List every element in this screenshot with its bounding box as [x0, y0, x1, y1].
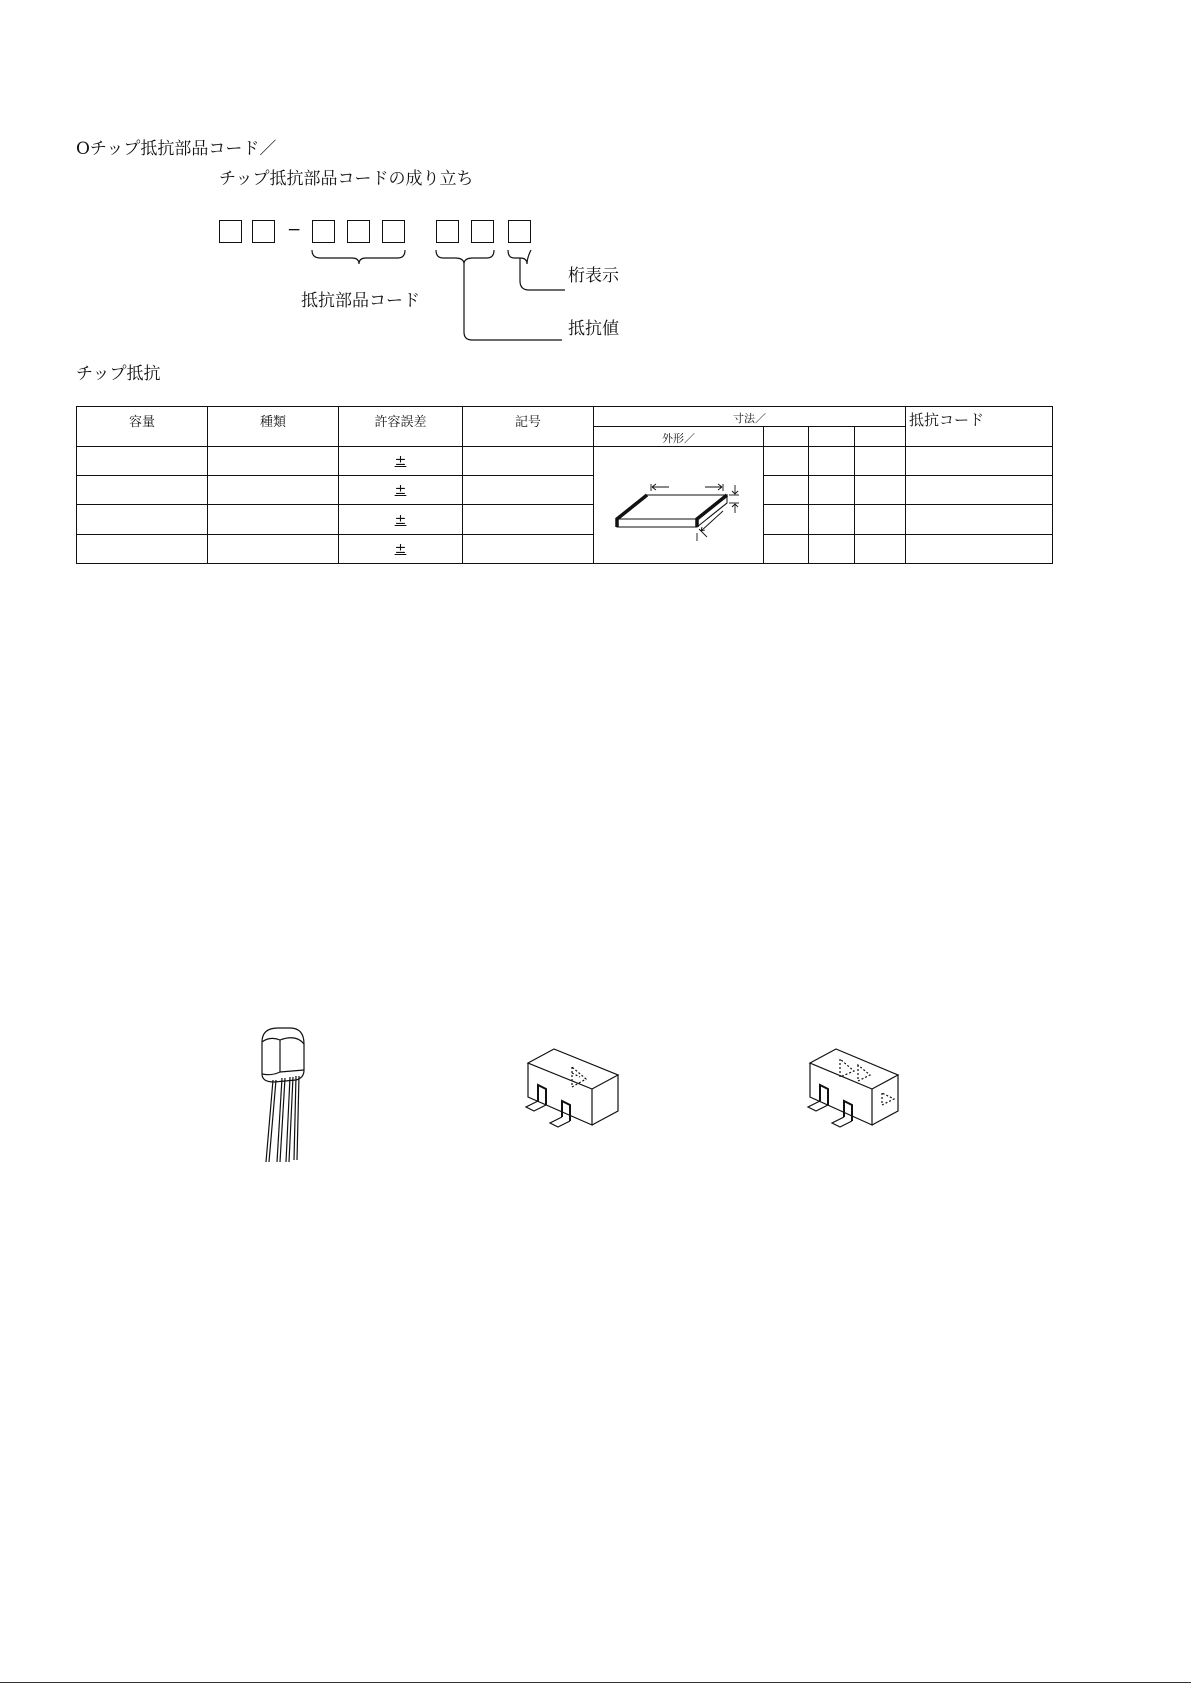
header-outline: 外形／ [594, 427, 764, 447]
table-row [77, 475, 1053, 505]
cell-dim-a [764, 475, 809, 505]
header-resistor-code: 抵抗コード [906, 407, 1053, 447]
resistance-value-label: 抵抗値 [568, 319, 619, 339]
chip-resistor-outline-drawing [595, 447, 763, 559]
cell-tolerance [339, 475, 463, 505]
cell-dim-c [855, 447, 906, 476]
cell-tolerance [339, 535, 463, 564]
cell-type [208, 447, 339, 476]
cell-symbol [463, 535, 594, 564]
chip-resistor-table [76, 406, 1053, 564]
code-brackets-diagram [0, 0, 1191, 360]
sot23-3pin-illustration [520, 1045, 630, 1135]
code-dash: − [287, 220, 302, 240]
cell-capacity [77, 505, 208, 535]
cell-tolerance [339, 447, 463, 476]
cell-capacity [77, 447, 208, 476]
sot23-5pin-illustration [800, 1045, 910, 1135]
cell-tolerance [339, 505, 463, 535]
cell-dim-c [855, 475, 906, 505]
page-bottom-rule [0, 1682, 1191, 1683]
table-row [77, 447, 1053, 476]
header-tolerance: 許容誤差 [339, 407, 463, 447]
cell-type [208, 505, 339, 535]
table-row [77, 535, 1053, 564]
cell-dim-c [855, 505, 906, 535]
cell-resistor-code [906, 447, 1053, 476]
cell-capacity [77, 475, 208, 505]
cell-type [208, 535, 339, 564]
plus-minus-sign: ± [394, 511, 407, 528]
section-subheading: チップ抵抗部品コードの成り立ち [219, 169, 474, 189]
cell-dim-b [809, 535, 855, 564]
part-code-label: 抵抗部品コード [301, 291, 420, 311]
section-heading: Oチップ抵抗部品コード／ [76, 139, 277, 159]
table-row [77, 505, 1053, 535]
header-dim-a [764, 427, 809, 447]
chip-outline-cell [594, 447, 764, 564]
cell-dim-b [809, 475, 855, 505]
cell-dim-b [809, 447, 855, 476]
cell-dim-c [855, 535, 906, 564]
header-dim-b [809, 427, 855, 447]
cell-symbol [463, 505, 594, 535]
header-type: 種類 [208, 407, 339, 447]
plus-minus-sign: ± [394, 541, 407, 558]
to92-transistor-illustration [250, 1020, 320, 1170]
cell-dim-a [764, 447, 809, 476]
header-symbol: 記号 [463, 407, 594, 447]
cell-symbol [463, 447, 594, 476]
cell-dim-b [809, 505, 855, 535]
header-capacity: 容量 [77, 407, 208, 447]
cell-dim-a [764, 505, 809, 535]
header-dimensions: 寸法／ [594, 407, 906, 427]
cell-resistor-code [906, 475, 1053, 505]
cell-resistor-code [906, 535, 1053, 564]
plus-minus-sign: ± [394, 452, 407, 469]
digit-label: 桁表示 [568, 266, 619, 286]
cell-resistor-code [906, 505, 1053, 535]
table-title: チップ抵抗 [76, 364, 161, 384]
plus-minus-sign: ± [394, 482, 407, 499]
cell-dim-a [764, 535, 809, 564]
cell-capacity [77, 535, 208, 564]
cell-type [208, 475, 339, 505]
cell-symbol [463, 475, 594, 505]
header-dim-c [855, 427, 906, 447]
